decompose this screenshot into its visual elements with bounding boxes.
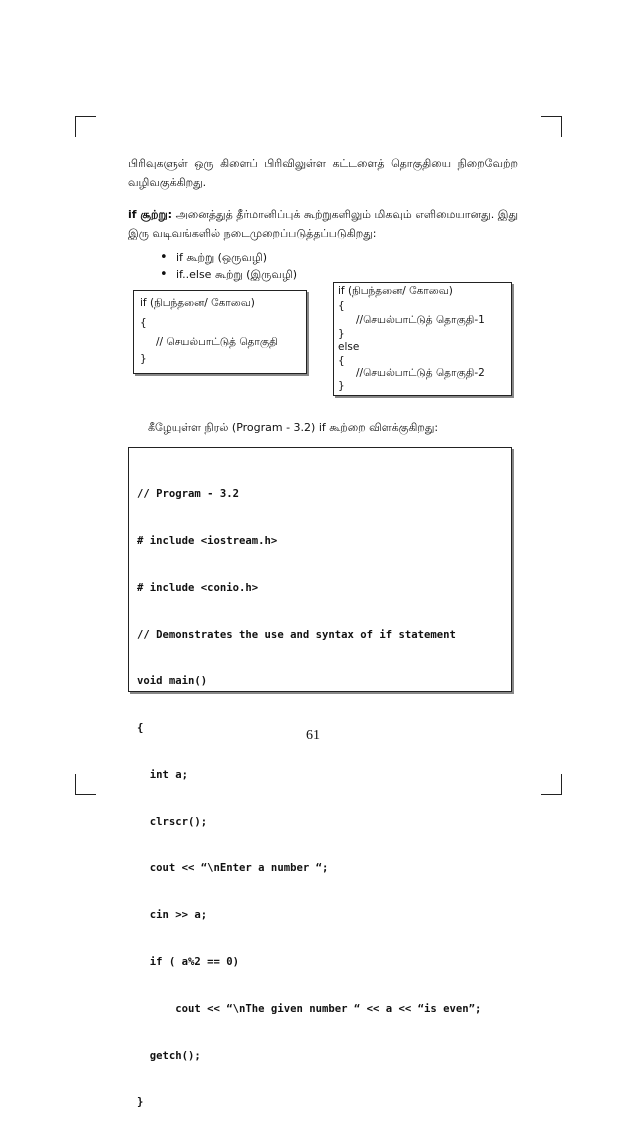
syntax-line: } <box>338 380 345 392</box>
if-syntax-box <box>133 290 307 374</box>
if-else-syntax-box <box>333 282 512 396</box>
crop-mark-bottom-right <box>541 774 562 795</box>
code-line: # include <conio.h> <box>137 581 259 594</box>
code-line: int a; <box>137 768 189 781</box>
code-line: clrscr(); <box>137 815 208 828</box>
if-statement-heading: if சூற்று: <box>128 208 173 221</box>
if-statement-paragraph <box>128 205 518 243</box>
program-code <box>137 456 481 1142</box>
if-statement-description: அனைத்துத் தீர்மானிப்புக் கூற்றுகளிலும் மிகவும் எளிமையானது. இது இரு வடிவங்களில் நடைமுறைப்படுத்தப்படுகிறது: <box>128 208 518 240</box>
syntax-line: } <box>140 353 147 365</box>
syntax-line: } <box>338 328 345 340</box>
syntax-line: else <box>338 341 360 353</box>
syntax-line: //செயல்பாட்டுத் தொகுதி-1 <box>356 314 485 326</box>
syntax-line: { <box>338 355 345 367</box>
code-line: { <box>137 722 144 735</box>
intro-paragraph: பிரிவுகளுள் ஒரு கிளைப் பிரிவிலுள்ள கட்டளைத் தொகுதியை நிறைவேற்ற வழிவகுக்கிறது. <box>128 157 518 189</box>
syntax-line: if (நிபந்தனை/ கோவை) <box>140 297 255 309</box>
list-item: • if கூற்று (ஒருவழி) <box>160 249 297 266</box>
code-line: getch(); <box>137 1049 201 1062</box>
syntax-line: { <box>140 317 147 329</box>
syntax-line: // செயல்பாட்டுத் தொகுதி <box>156 336 278 348</box>
code-line: } <box>137 1096 144 1109</box>
code-line: if ( a%2 == 0) <box>137 956 240 968</box>
syntax-line: if (நிபந்தனை/ கோவை) <box>338 285 453 297</box>
code-line: cout << “\nThe given number “ << a << “is even”; <box>137 1002 482 1015</box>
code-line: // Program - 3.2 <box>137 488 240 501</box>
program-caption: கீழேயுள்ள நிரல் (Program - 3.2) if கூற்றை விளக்குகிறது: <box>148 421 439 434</box>
syntax-line: { <box>338 300 345 312</box>
list-item: • if..else கூற்று (இருவழி) <box>160 266 297 283</box>
form-list <box>160 249 297 283</box>
syntax-line: //செயல்பாட்டுத் தொகுதி-2 <box>356 367 485 379</box>
crop-mark-top-right <box>541 116 562 137</box>
code-line: cin >> a; <box>137 909 208 922</box>
code-line: # include <iostream.h> <box>137 534 278 547</box>
page-number: 61 <box>306 728 320 743</box>
crop-mark-top-left <box>75 116 96 137</box>
crop-mark-bottom-left <box>75 774 96 795</box>
code-line: cout << “\nEnter a number “; <box>137 862 329 875</box>
code-line: void main() <box>137 675 208 688</box>
code-line: // Demonstrates the use and syntax of if statement <box>137 628 456 641</box>
